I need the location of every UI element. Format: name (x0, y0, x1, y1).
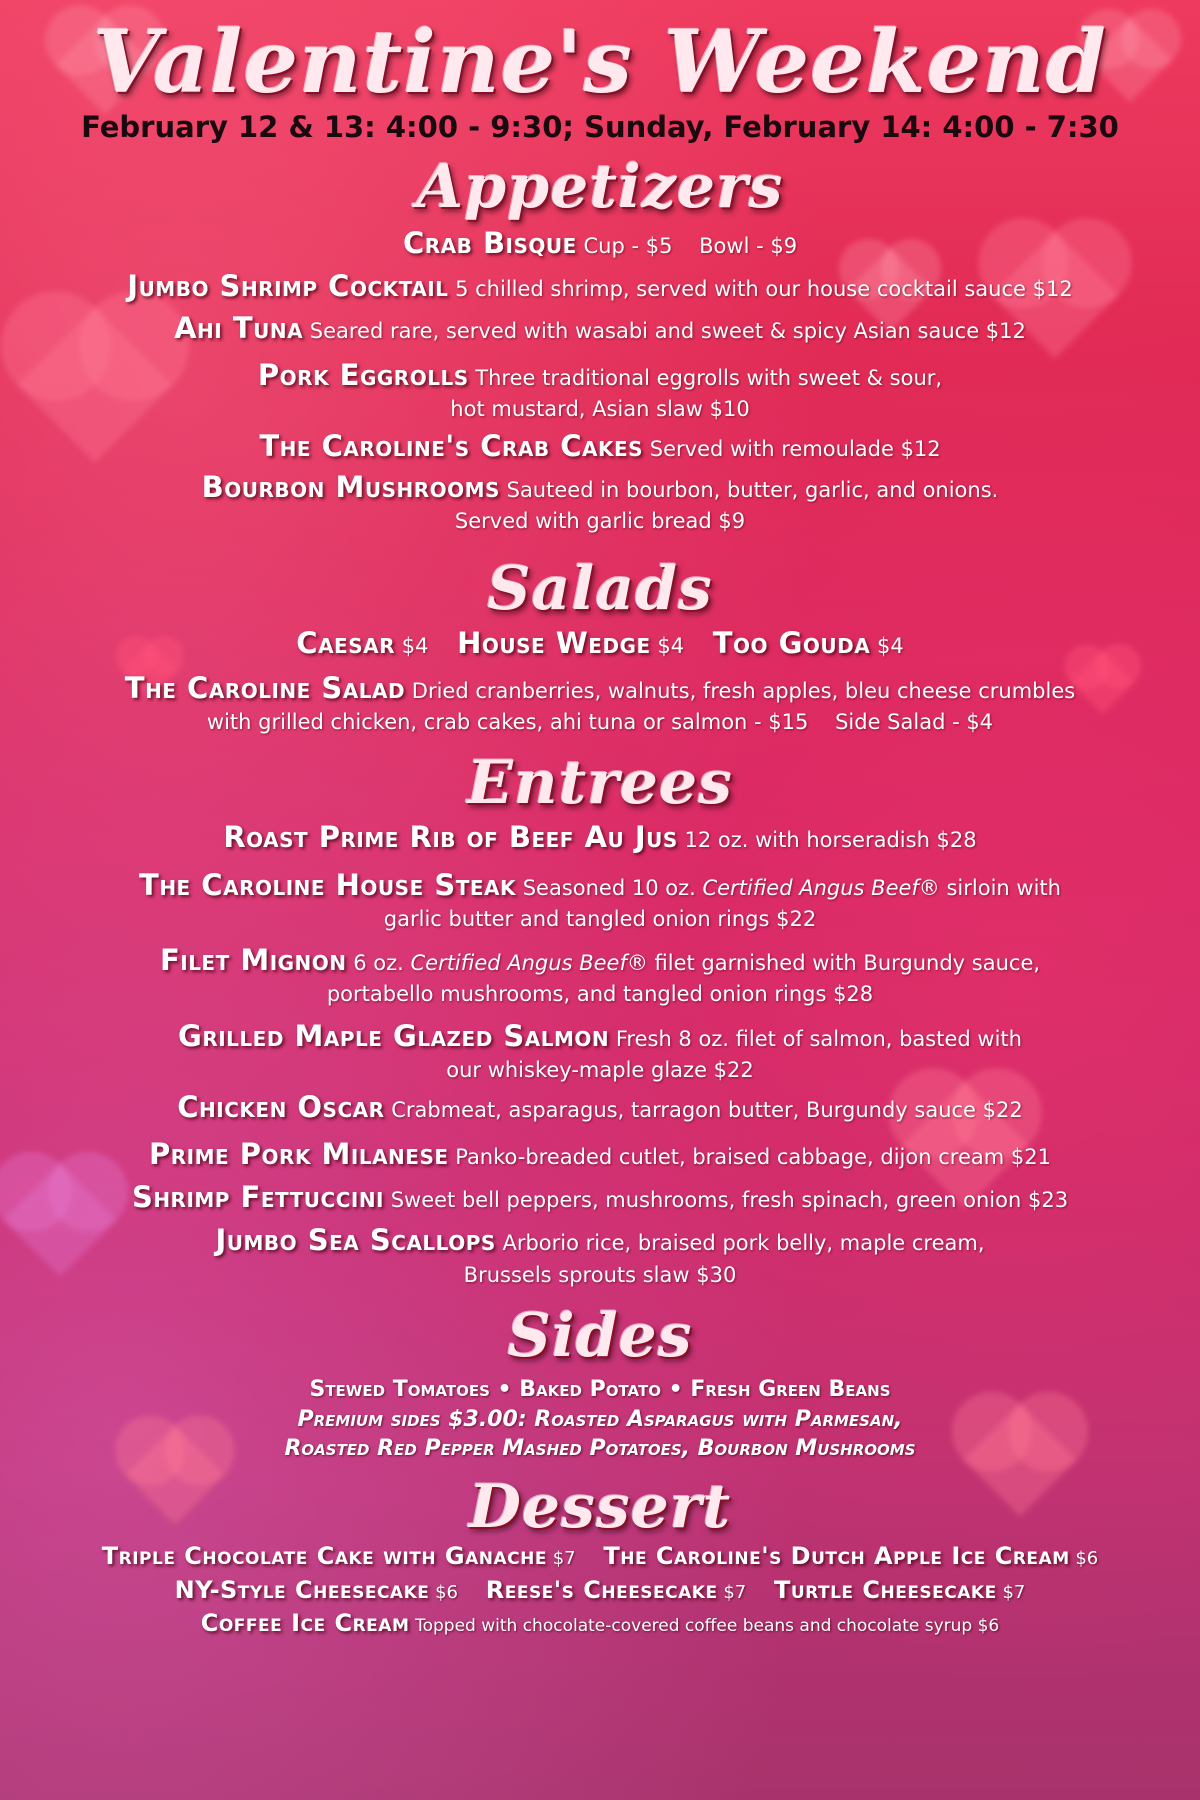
menu-item (0, 669, 1200, 736)
standard-sides: Stewed Tomatoes • Baked Potato • Fresh Green Beans (309, 1376, 891, 1402)
item-desc: Topped with chocolate-covered coffee beans and chocolate syrup $6 (415, 1616, 1000, 1637)
item-name: Roast Prime Rib of Beef Au Jus (223, 820, 678, 855)
item-desc-line2: with grilled chicken, crab cakes, ahi tuna or salmon - $15 Side Salad - $4 (206, 710, 994, 735)
item-price: $4 (657, 633, 685, 658)
item-desc: Arborio rice, braised pork belly, maple cream, (502, 1231, 985, 1256)
appetizers-list (0, 224, 1200, 536)
item-desc: 12 oz. with horseradish $28 (684, 828, 977, 853)
menu-item (0, 267, 1200, 306)
premium-sides-line2: Roasted Red Pepper Mashed Potatoes, Bourbon Mushrooms (284, 1436, 916, 1462)
menu-item (0, 427, 1200, 466)
item-name: Bourbon Mushrooms (201, 470, 500, 505)
item-name: Pork Eggrolls (257, 357, 469, 392)
item-desc: Seared rare, served with wasabi and sweet & spicy Asian sauce $12 (309, 318, 1026, 343)
menu-item (0, 1088, 1200, 1127)
item-price: $4 (401, 633, 429, 658)
dessert-title: Dessert (468, 1472, 732, 1543)
menu-item (0, 1178, 1200, 1217)
item-name: Coffee Ice Cream (200, 1609, 410, 1638)
item-name: Turtle Cheesecake (773, 1575, 997, 1604)
item-desc: Cup - $5 Bowl - $9 (583, 234, 798, 259)
dessert-row (0, 1574, 1200, 1608)
item-price: $7 (723, 1581, 747, 1603)
dessert-row (0, 1540, 1200, 1574)
menu-item (0, 941, 1200, 1008)
item-price: $4 (876, 633, 904, 658)
item-desc: 6 oz. (353, 951, 411, 976)
item-desc: filet garnished with Burgundy sauce, (647, 951, 1041, 976)
item-desc-brand: Certified Angus Beef® (702, 875, 940, 900)
item-desc: Three traditional eggrolls with sweet & sour, (475, 365, 943, 390)
menu-item (0, 1017, 1200, 1084)
menu-item (0, 818, 1200, 857)
menu-item (0, 356, 1200, 423)
item-price: $6 (435, 1581, 458, 1603)
item-desc-line2: Brussels sprouts slaw $30 (463, 1262, 737, 1287)
sides-title: Sides (507, 1300, 693, 1371)
item-name: Reese's Cheesecake (485, 1575, 718, 1604)
item-desc-brand: Certified Angus Beef® (410, 951, 648, 976)
item-name: Grilled Maple Glazed Salmon (178, 1018, 610, 1053)
item-desc: Crabmeat, asparagus, tarragon butter, Burgundy sauce $22 (391, 1098, 1023, 1123)
premium-sides: Premium sides $3.00: Roasted Asparagus with Parmesan, (297, 1406, 903, 1432)
menu-item (0, 309, 1200, 348)
item-name: Caesar (296, 625, 396, 660)
appetizers-title: Appetizers (416, 152, 784, 223)
item-name: Jumbo Shrimp Cocktail (127, 269, 449, 304)
item-desc: Served with remoulade $12 (649, 437, 941, 462)
item-name: Crab Bisque (402, 226, 577, 261)
item-desc: Panko-breaded cutlet, braised cabbage, dijon cream $21 (455, 1145, 1051, 1170)
entrees-title: Entrees (467, 748, 733, 819)
item-desc: Fresh 8 oz. filet of salmon, basted with (615, 1026, 1022, 1051)
item-desc-line2: Served with garlic bread $9 (454, 509, 746, 534)
item-desc: Sauteed in bourbon, butter, garlic, and onions. (506, 478, 999, 503)
service-dates: February 12 & 13: 4:00 - 9:30; Sunday, February 14: 4:00 - 7:30 (81, 110, 1119, 145)
item-desc: 5 chilled shrimp, served with our house cocktail sauce $12 (455, 277, 1073, 302)
menu-item (0, 224, 1200, 263)
item-desc-line2: garlic butter and tangled onion rings $22 (383, 906, 817, 931)
item-desc-line2: our whiskey-maple glaze $22 (446, 1057, 754, 1082)
dessert-row (0, 1607, 1200, 1641)
item-name: Filet Mignon (159, 943, 347, 978)
item-name: House Wedge (457, 625, 651, 660)
item-name: Triple Chocolate Cake with Ganache (101, 1542, 547, 1571)
item-desc-line2: portabello mushrooms, and tangled onion rings $28 (326, 982, 874, 1007)
item-name: Jumbo Sea Scallops (215, 1223, 496, 1258)
item-name: Shrimp Fettuccini (131, 1180, 384, 1215)
entrees-list (0, 818, 1200, 1289)
item-price: $6 (1075, 1548, 1099, 1570)
item-name: Ahi Tuna (174, 310, 304, 345)
item-name: Chicken Oscar (177, 1090, 385, 1125)
item-name: The Caroline's Dutch Apple Ice Cream (603, 1542, 1070, 1571)
item-name: Prime Pork Milanese (149, 1137, 449, 1172)
menu-item (0, 1135, 1200, 1174)
item-name: The Caroline House Steak (139, 867, 516, 902)
item-price: $7 (552, 1548, 576, 1570)
item-desc: Dried cranberries, walnuts, fresh apples, bleu cheese crumbles (411, 678, 1076, 703)
page-title: Valentine's Weekend (93, 12, 1107, 113)
menu-item (0, 866, 1200, 933)
item-name: NY-Style Cheesecake (174, 1575, 430, 1604)
item-name: Too Gouda (712, 625, 871, 660)
salads-title: Salads (487, 553, 713, 624)
simple-salads-row (0, 624, 1200, 663)
item-desc: sirloin with (939, 875, 1061, 900)
item-desc: Seasoned 10 oz. (522, 875, 703, 900)
menu-item (0, 468, 1200, 535)
item-price: $7 (1002, 1581, 1026, 1603)
item-name: The Caroline's Crab Cakes (259, 429, 644, 464)
item-name: The Caroline Salad (124, 670, 406, 705)
item-desc: Sweet bell peppers, mushrooms, fresh spinach, green onion $23 (390, 1188, 1069, 1213)
menu-item (0, 1221, 1200, 1288)
item-desc-line2: hot mustard, Asian slaw $10 (450, 396, 750, 421)
